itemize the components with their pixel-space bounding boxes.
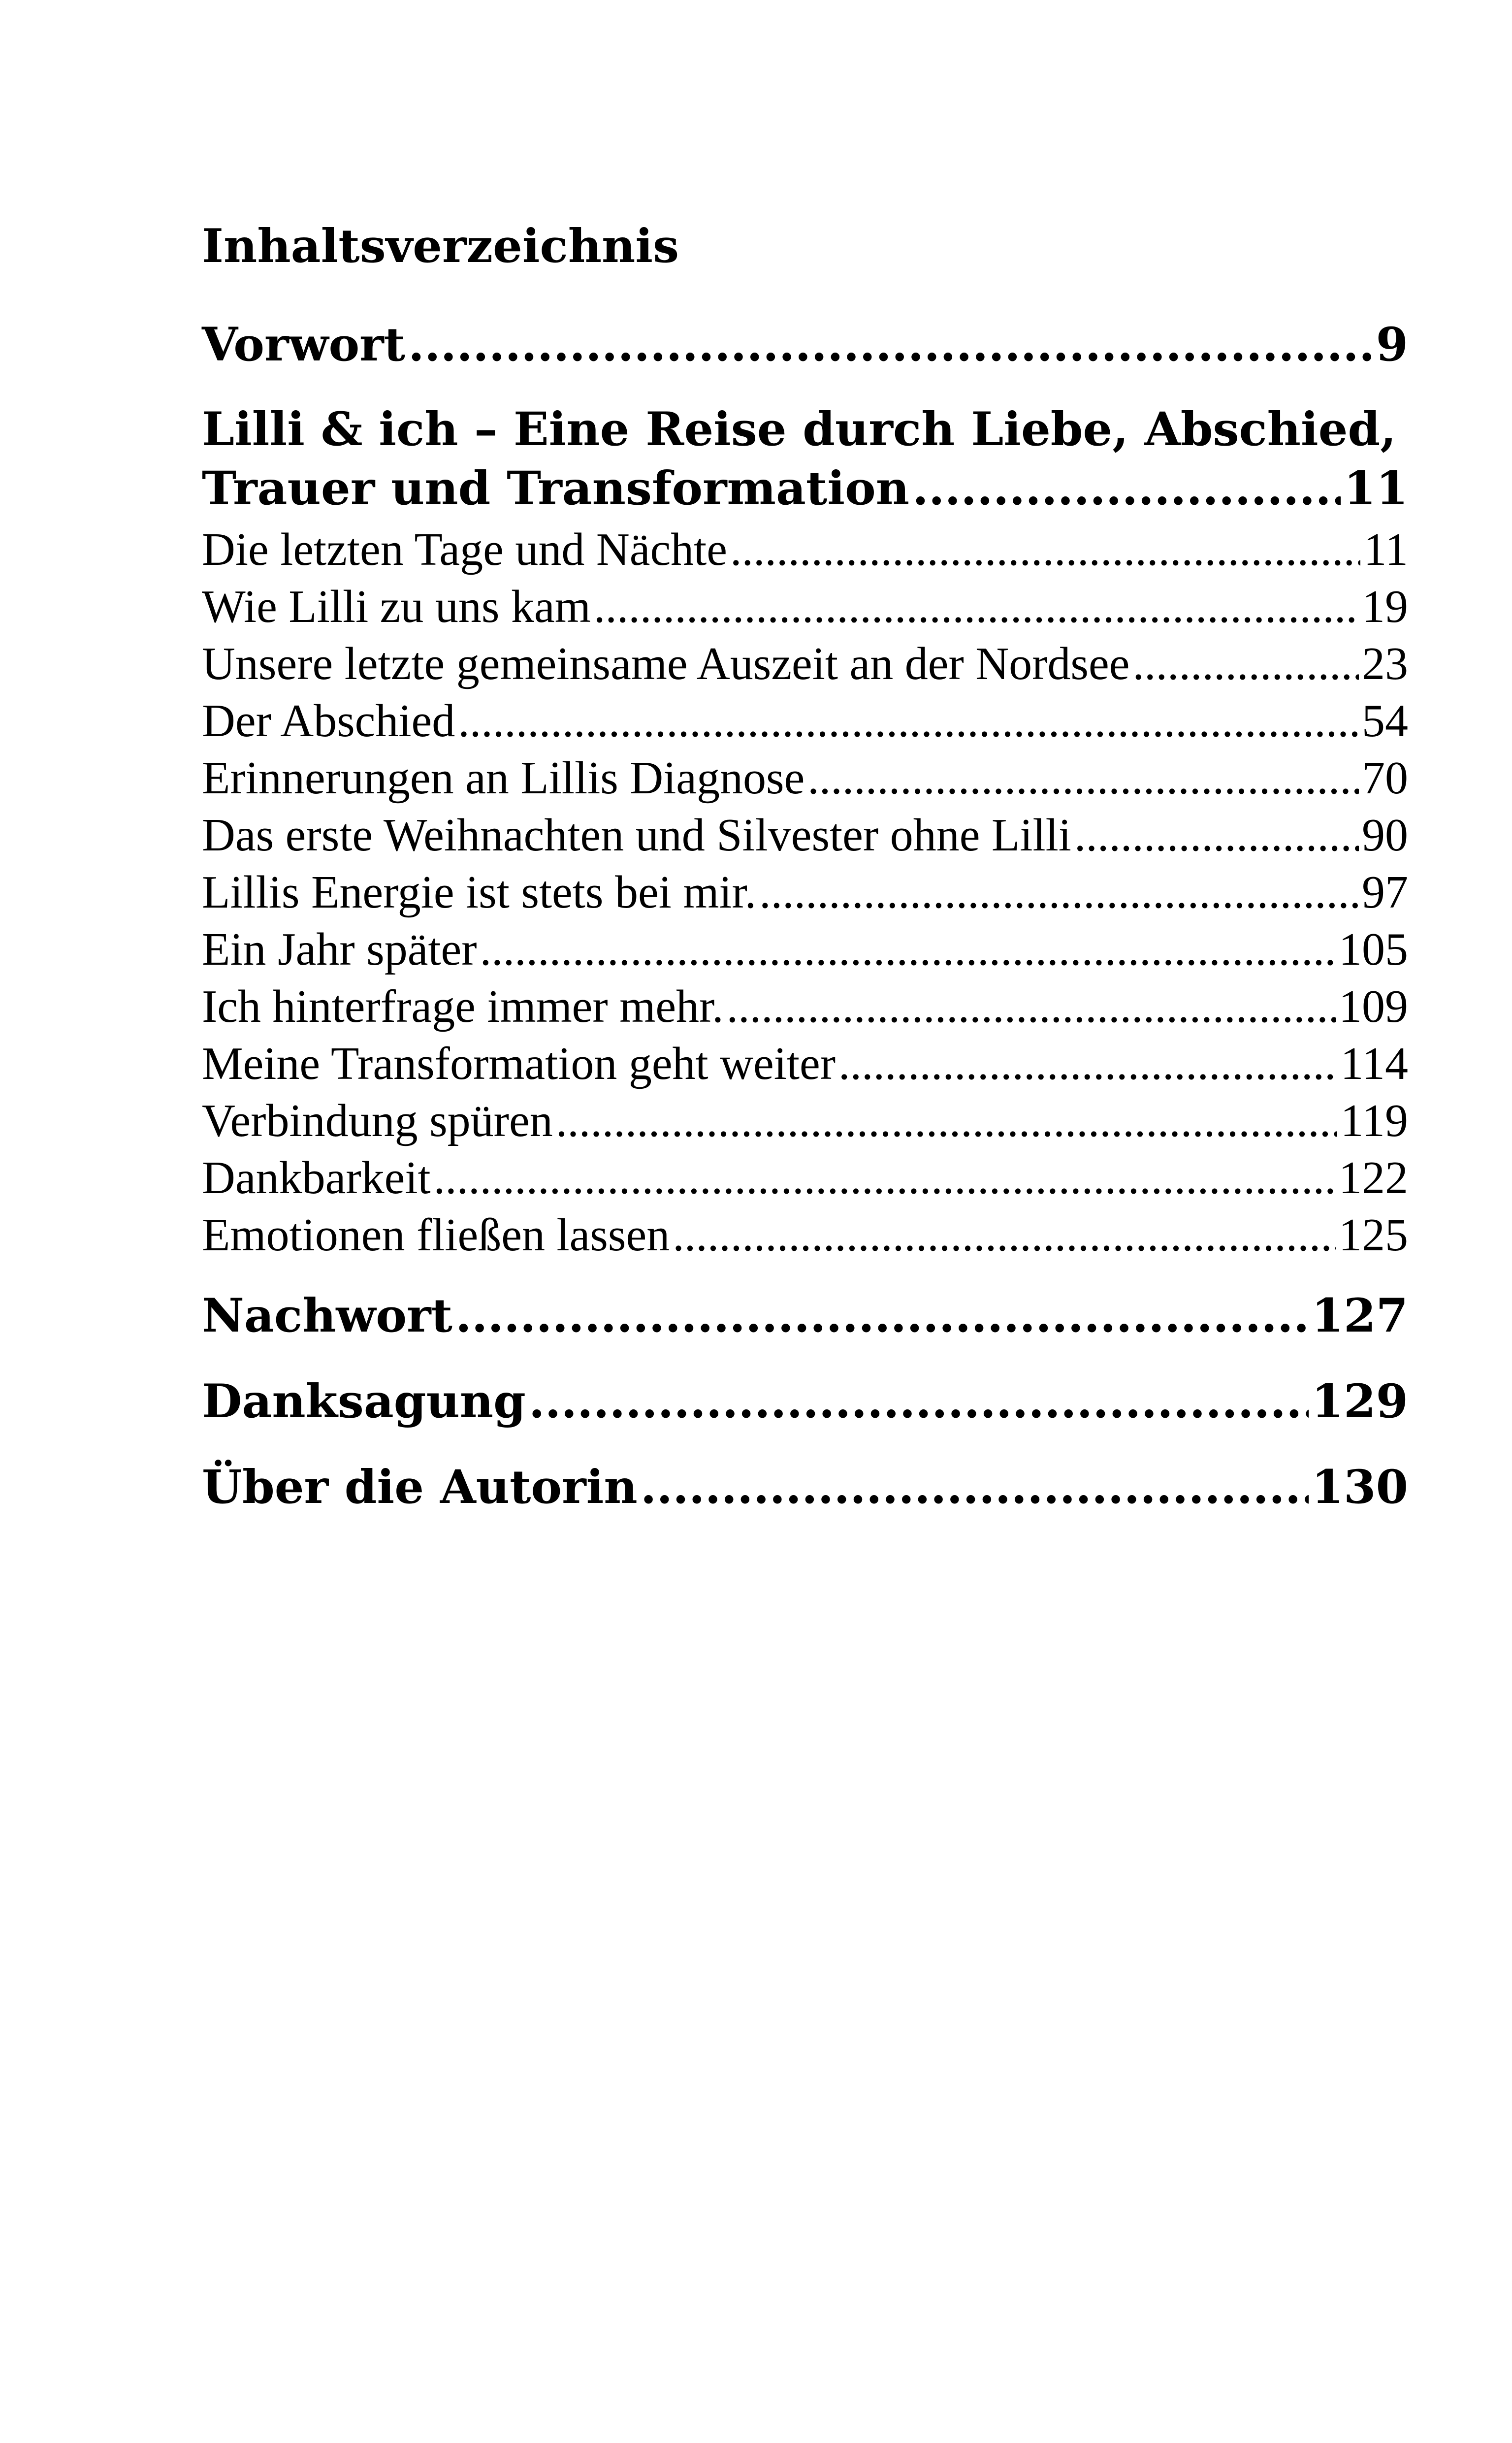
toc-section-entry[interactable] <box>202 921 1408 978</box>
toc-entry-page: 11 <box>1344 461 1408 516</box>
dot-leader <box>727 978 1336 1035</box>
toc-entry-label: Danksagung <box>202 1374 526 1429</box>
dot-leader <box>556 1092 1338 1149</box>
toc-section-label: Emotionen fließen lassen <box>202 1209 670 1261</box>
toc-section-label: Dankbarkeit <box>202 1152 431 1204</box>
toc-section-label: Lillis Energie ist stets bei mir. <box>202 867 757 918</box>
toc-entry-page: 9 <box>1376 318 1408 372</box>
toc-entry-label: Über die Autorin <box>202 1460 638 1514</box>
toc-section-label: Wie Lilli zu uns kam <box>202 581 591 632</box>
dot-leader <box>434 1149 1336 1206</box>
toc-entry-label: Vorwort <box>202 318 406 372</box>
toc-section-label: Ein Jahr später <box>202 924 477 975</box>
dot-leader <box>594 578 1359 635</box>
toc-section-page: 19 <box>1362 581 1408 632</box>
toc-section-entry[interactable] <box>202 521 1408 578</box>
toc-section-entry[interactable] <box>202 1035 1408 1092</box>
toc-section-label: Die letzten Tage und Nächte <box>202 524 728 575</box>
dot-leader <box>480 921 1336 978</box>
toc-section-entry[interactable] <box>202 635 1408 692</box>
toc-section-entry[interactable] <box>202 978 1408 1035</box>
toc-section-label: Unsere letzte gemeinsame Auszeit an der Nordsee <box>202 638 1130 689</box>
toc-section-page: 11 <box>1363 524 1408 575</box>
toc-section-entry[interactable] <box>202 1092 1408 1149</box>
toc-section-entry[interactable] <box>202 578 1408 635</box>
toc-section-page: 125 <box>1339 1209 1408 1261</box>
toc-section-page: 54 <box>1362 695 1408 747</box>
toc-section-label: Erinnerungen an Lillis Diagnose <box>202 752 805 804</box>
dot-leader <box>730 521 1360 578</box>
toc-section-entry[interactable] <box>202 807 1408 864</box>
toc-section-page: 109 <box>1339 981 1408 1032</box>
toc-entry-nachwort[interactable] <box>202 1286 1408 1345</box>
toc-entry-page: 127 <box>1311 1289 1408 1343</box>
dot-leader <box>408 315 1373 374</box>
toc-section-page: 105 <box>1339 924 1408 975</box>
toc-entry-page: 129 <box>1311 1374 1408 1429</box>
dot-leader <box>1132 635 1359 692</box>
toc-section-page: 114 <box>1340 1038 1408 1089</box>
toc-section-page: 23 <box>1362 638 1408 689</box>
dot-leader <box>673 1206 1336 1264</box>
dot-leader <box>641 1458 1309 1517</box>
dot-leader <box>759 864 1359 921</box>
toc-entry-chapter[interactable] <box>202 459 1408 518</box>
toc-title: Inhaltsverzeichnis <box>202 219 679 273</box>
toc-section-label: Verbindung spüren <box>202 1095 553 1146</box>
toc-section-page: 97 <box>1362 867 1408 918</box>
toc-entry-danksagung[interactable] <box>202 1372 1408 1431</box>
dot-leader <box>458 692 1359 749</box>
dot-leader <box>838 1035 1337 1092</box>
toc-section-label: Der Abschied <box>202 695 455 747</box>
toc-section-entry[interactable] <box>202 1206 1408 1264</box>
toc-section-page: 119 <box>1340 1095 1408 1146</box>
toc-entry-autorin[interactable] <box>202 1458 1408 1517</box>
toc-section-entry[interactable] <box>202 692 1408 749</box>
toc-section-page: 90 <box>1362 810 1408 861</box>
toc-section-entry[interactable] <box>202 864 1408 921</box>
toc-section-page: 70 <box>1362 752 1408 804</box>
dot-leader <box>529 1372 1309 1431</box>
toc-section-entry[interactable] <box>202 749 1408 807</box>
dot-leader <box>912 459 1341 518</box>
toc-section-page: 122 <box>1339 1152 1408 1204</box>
toc-section-entry[interactable] <box>202 1149 1408 1206</box>
toc-section-label: Meine Transformation geht weiter <box>202 1038 836 1089</box>
toc-entry-label: Nachwort <box>202 1289 452 1343</box>
dot-leader <box>807 749 1359 807</box>
toc-entry-page: 130 <box>1311 1460 1408 1514</box>
toc-entry-vorwort[interactable] <box>202 315 1408 374</box>
dot-leader <box>1074 807 1359 864</box>
toc-section-label: Ich hinterfrage immer mehr. <box>202 981 724 1032</box>
toc-section-label: Das erste Weihnachten und Silvester ohne Lilli <box>202 810 1071 861</box>
toc-chapter-title-line1[interactable]: Lilli & ich – Eine Reise durch Liebe, Abschied, <box>202 402 1396 456</box>
toc-entry-label: Trauer und Transformation <box>202 461 910 516</box>
dot-leader <box>455 1286 1309 1345</box>
